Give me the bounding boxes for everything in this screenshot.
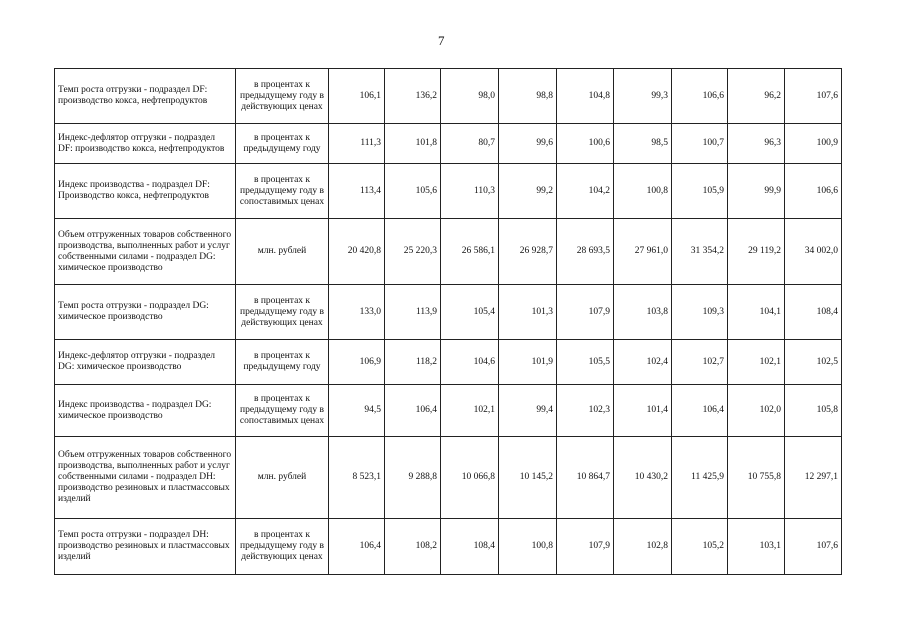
indicator-cell: Индекс производства - подраздел DG: химическое производство [55, 385, 236, 437]
value-cell: 80,7 [441, 124, 499, 164]
value-cell: 99,2 [499, 164, 557, 219]
table-row [55, 285, 842, 340]
value-cell: 103,1 [728, 519, 785, 575]
value-cell: 98,0 [441, 69, 499, 124]
value-cell: 113,4 [329, 164, 385, 219]
value-cell: 34 002,0 [785, 219, 842, 285]
value-cell: 108,2 [385, 519, 441, 575]
value-cell: 102,1 [441, 385, 499, 437]
value-cell: 108,4 [785, 285, 842, 340]
indicator-cell: Индекс-дефлятор отгрузки - подраздел DF: производство кокса, нефтепродуктов [55, 124, 236, 164]
value-cell: 102,5 [785, 340, 842, 385]
unit-cell: в процентах к предыдущему году в действующих ценах [236, 285, 329, 340]
page-number: 7 [438, 33, 445, 48]
value-cell: 104,6 [441, 340, 499, 385]
indicator-cell: Объем отгруженных товаров собственного производства, выполненных работ и услуг собственными силами - подраздел DG: химическое производство [55, 219, 236, 285]
value-cell: 101,4 [614, 385, 672, 437]
value-cell: 105,8 [785, 385, 842, 437]
table-row [55, 219, 842, 285]
value-cell: 100,6 [557, 124, 614, 164]
table-row [55, 124, 842, 164]
table-row [55, 69, 842, 124]
unit-cell: млн. рублей [236, 437, 329, 519]
value-cell: 105,6 [385, 164, 441, 219]
unit-cell: в процентах к предыдущему году в сопоставимых ценах [236, 385, 329, 437]
value-cell: 103,8 [614, 285, 672, 340]
unit-cell: в процентах к предыдущему году [236, 340, 329, 385]
value-cell: 102,8 [614, 519, 672, 575]
value-cell: 105,9 [672, 164, 728, 219]
value-cell: 107,9 [557, 519, 614, 575]
value-cell: 106,6 [785, 164, 842, 219]
value-cell: 101,9 [499, 340, 557, 385]
indicator-cell: Темп роста отгрузки - подраздел DG: химическое производство [55, 285, 236, 340]
value-cell: 106,9 [329, 340, 385, 385]
value-cell: 133,0 [329, 285, 385, 340]
value-cell: 10 864,7 [557, 437, 614, 519]
value-cell: 104,2 [557, 164, 614, 219]
value-cell: 99,9 [728, 164, 785, 219]
value-cell: 10 145,2 [499, 437, 557, 519]
value-cell: 10 066,8 [441, 437, 499, 519]
value-cell: 96,3 [728, 124, 785, 164]
indicator-cell: Объем отгруженных товаров собственного производства, выполненных работ и услуг собственными силами - подраздел DH: производство резиновых и пластмассовых изделий [55, 437, 236, 519]
indicator-cell: Темп роста отгрузки - подраздел DH: производство резиновых и пластмассовых изделий [55, 519, 236, 575]
value-cell: 99,3 [614, 69, 672, 124]
table-row [55, 164, 842, 219]
value-cell: 27 961,0 [614, 219, 672, 285]
table-row [55, 340, 842, 385]
value-cell: 8 523,1 [329, 437, 385, 519]
table-row [55, 385, 842, 437]
value-cell: 99,4 [499, 385, 557, 437]
value-cell: 29 119,2 [728, 219, 785, 285]
value-cell: 31 354,2 [672, 219, 728, 285]
value-cell: 105,5 [557, 340, 614, 385]
indicator-cell: Темп роста отгрузки - подраздел DF: производство кокса, нефтепродуктов [55, 69, 236, 124]
value-cell: 100,8 [499, 519, 557, 575]
value-cell: 10 755,8 [728, 437, 785, 519]
table-row [55, 519, 842, 575]
value-cell: 107,6 [785, 69, 842, 124]
value-cell: 11 425,9 [672, 437, 728, 519]
value-cell: 110,3 [441, 164, 499, 219]
value-cell: 106,6 [672, 69, 728, 124]
value-cell: 100,7 [672, 124, 728, 164]
value-cell: 10 430,2 [614, 437, 672, 519]
table-row [55, 437, 842, 519]
value-cell: 107,6 [785, 519, 842, 575]
value-cell: 26 928,7 [499, 219, 557, 285]
unit-cell: в процентах к предыдущему году [236, 124, 329, 164]
value-cell: 102,3 [557, 385, 614, 437]
value-cell: 28 693,5 [557, 219, 614, 285]
indicator-cell: Индекс-дефлятор отгрузки - подраздел DG: химическое производство [55, 340, 236, 385]
value-cell: 101,3 [499, 285, 557, 340]
value-cell: 9 288,8 [385, 437, 441, 519]
value-cell: 106,4 [672, 385, 728, 437]
value-cell: 100,8 [614, 164, 672, 219]
unit-cell: в процентах к предыдущему году в действующих ценах [236, 519, 329, 575]
value-cell: 108,4 [441, 519, 499, 575]
value-cell: 99,6 [499, 124, 557, 164]
value-cell: 109,3 [672, 285, 728, 340]
value-cell: 98,5 [614, 124, 672, 164]
value-cell: 104,1 [728, 285, 785, 340]
value-cell: 101,8 [385, 124, 441, 164]
value-cell: 106,1 [329, 69, 385, 124]
value-cell: 136,2 [385, 69, 441, 124]
unit-cell: в процентах к предыдущему году в сопоставимых ценах [236, 164, 329, 219]
value-cell: 102,7 [672, 340, 728, 385]
value-cell: 106,4 [385, 385, 441, 437]
value-cell: 118,2 [385, 340, 441, 385]
unit-cell: в процентах к предыдущему году в действующих ценах [236, 69, 329, 124]
value-cell: 100,9 [785, 124, 842, 164]
value-cell: 12 297,1 [785, 437, 842, 519]
indicator-cell: Индекс производства - подраздел DF: Производство кокса, нефтепродуктов [55, 164, 236, 219]
value-cell: 105,2 [672, 519, 728, 575]
value-cell: 96,2 [728, 69, 785, 124]
value-cell: 107,9 [557, 285, 614, 340]
value-cell: 20 420,8 [329, 219, 385, 285]
value-cell: 25 220,3 [385, 219, 441, 285]
unit-cell: млн. рублей [236, 219, 329, 285]
value-cell: 106,4 [329, 519, 385, 575]
value-cell: 102,1 [728, 340, 785, 385]
value-cell: 111,3 [329, 124, 385, 164]
value-cell: 26 586,1 [441, 219, 499, 285]
value-cell: 102,0 [728, 385, 785, 437]
value-cell: 113,9 [385, 285, 441, 340]
value-cell: 104,8 [557, 69, 614, 124]
value-cell: 102,4 [614, 340, 672, 385]
statistics-table [54, 68, 842, 575]
value-cell: 94,5 [329, 385, 385, 437]
value-cell: 98,8 [499, 69, 557, 124]
value-cell: 105,4 [441, 285, 499, 340]
